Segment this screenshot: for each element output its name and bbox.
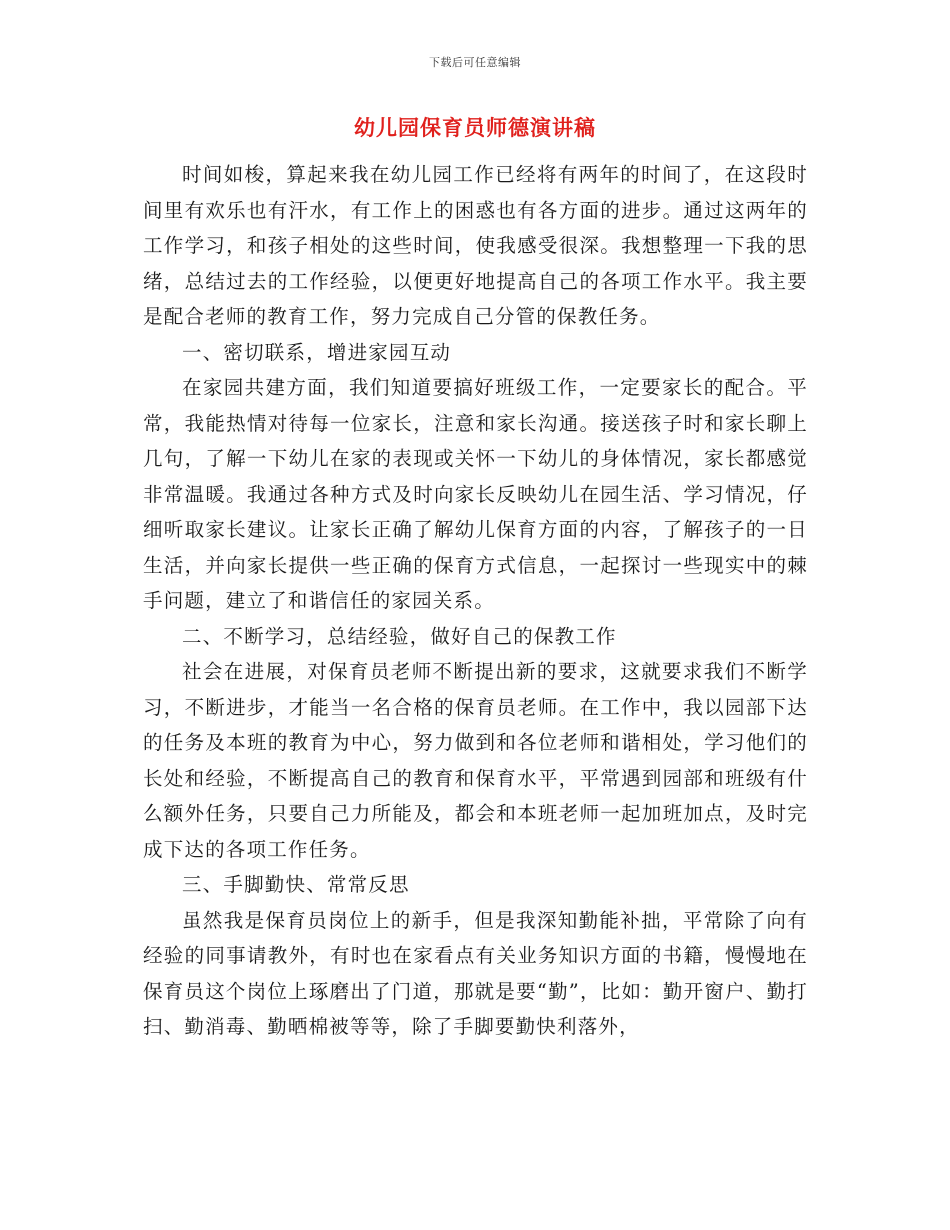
- section-heading-1: 一、密切联系，增进家园互动: [182, 340, 452, 364]
- document-body: [143, 157, 808, 1045]
- paragraph-intro: 时间如梭，算起来我在幼儿园工作已经将有两年的时间了，在这段时间里有欢乐也有汗水，有工作上的困惑也有各方面的进步。通过这两年的工作学习，和孩子相处的这些时间，使我感受很深。我想整理一下我的思绪，总结过去的工作经验，以便更好地提高自己的各项工作水平。我主要是配合老师的教育工作，努力完成自己分管的保教任务。: [143, 163, 808, 328]
- paragraph-section-2: 社会在进展，对保育员老师不断提出新的要求，这就要求我们不断学习，不断进步，才能当一名合格的保育员老师。在工作中，我以园部下达的任务及本班的教育为中心，努力做到和各位老师和谐相处，学习他们的长处和经验，不断提高自己的教育和保育水平，平常遇到园部和班级有什么额外任务，只要自己力所能及，都会和本班老师一起加班加点，及时完成下达的各项工作任务。: [143, 660, 808, 861]
- paragraph-section-1: 在家园共建方面，我们知道要搞好班级工作，一定要家长的配合。平常，我能热情对待每一位家长，注意和家长沟通。接送孩子时和家长聊上几句，了解一下幼儿在家的表现或关怀一下幼儿的身体情况，家长都感觉非常温暖。我通过各种方式及时向家长反映幼儿在园生活、学习情况，仔细听取家长建议。让家长正确了解幼儿保育方面的内容，了解孩子的一日生活，并向家长提供一些正确的保育方式信息，一起探讨一些现实中的棘手问题，建立了和谐信任的家园关系。: [143, 376, 808, 612]
- header-note: 下载后可任意编辑: [429, 56, 521, 69]
- section-heading-2: 二、不断学习，总结经验，做好自己的保教工作: [182, 624, 617, 648]
- document-title: 幼儿园保育员师德演讲稿: [354, 115, 596, 140]
- paragraph-section-3: 虽然我是保育员岗位上的新手，但是我深知勤能补拙，平常除了向有经验的同事请教外，有时也在家看点有关业务知识方面的书籍，慢慢地在保育员这个岗位上琢磨出了门道，那就是要“勤”，比如：勤开窗户、勤打扫、勤消毒、勤晒棉被等等，除了手脚要勤快利落外，: [143, 908, 808, 1038]
- section-heading-3: 三、手脚勤快、常常反思: [182, 873, 410, 896]
